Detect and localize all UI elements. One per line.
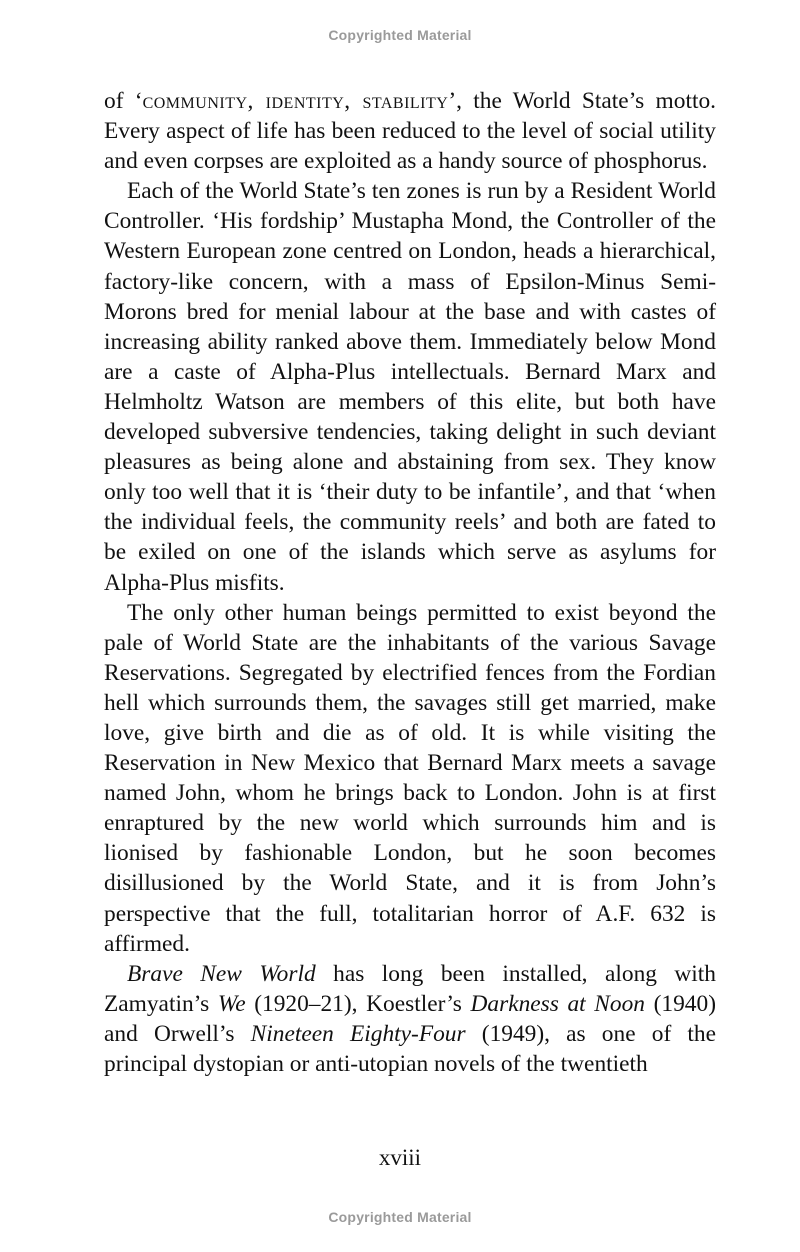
paragraph-4: [104, 959, 716, 1079]
page-body: [104, 86, 716, 1079]
title-darkness-at-noon: Darkness at Noon: [470, 990, 645, 1017]
paragraph-4-text-2: (1920–21), Koestler’s: [245, 990, 471, 1017]
paragraph-4-text-4: (1949), as one of the principal dystopian or anti-utopian novels of the twentieth: [104, 1020, 716, 1077]
copyright-watermark-bottom: Copyrighted Material: [328, 1209, 472, 1225]
paragraph-3: The only other human beings permitted to exist beyond the pale of World State are the inhabitants of the various Savage Reservations. Segregated by electrified fences from the Fordian hell which surrounds them, the savages still get married, make love, give birth and die as of old. It is while visiting the Reservation in New Mexico that Bernard Marx meets a savage named John, whom he brings back to London. John is at first enraptured by the new world which surrounds him and is lionised by fashionable London, but he soon becomes disillusioned by the World State, and it is from John’s perspective that the full, totalitarian horror of A.F. 632 is affirmed.: [104, 599, 716, 957]
motto-suffix: ’, the World State’s motto. Every aspect of life has been reduced to the level of social utility and even corpses are exploited as a handy source of phosphorus.: [104, 88, 716, 175]
title-nineteen-eighty-four: Nineteen Eighty-Four: [250, 1020, 466, 1047]
paragraph-2: Each of the World State’s ten zones is run by a Resident World Controller. ‘His fordship’ Mustapha Mond, the Controller of the Western European zone centred on London, heads a hierarchical, factory-like concern, with a mass of Epsilon-Minus Semi-Morons bred for menial labour at the base and with castes of increasing ability ranked above them. Immediately below Mond are a caste of Alpha-Plus intellectuals. Bernard Marx and Helmholtz Watson are members of this elite, but both have developed subversive tendencies, taking delight in such deviant pleasures as being alone and abstaining from sex. They know only too well that it is ‘their duty to be infantile’, and that ‘when the individual feels, the community reels’ and both are fated to be exiled on one of the islands which serve as asylums for Alpha-Plus misfits.: [104, 178, 716, 596]
copyright-watermark-top: Copyrighted Material: [328, 27, 472, 43]
motto-prefix: of ‘: [104, 88, 143, 114]
paragraph-4-text-3: (1940) and Orwell’s: [104, 990, 716, 1047]
page-number: xviii: [378, 1145, 422, 1170]
paragraph-4-text-1: has long been installed, along with Zamyatin’s: [104, 960, 716, 1017]
title-brave-new-world: Brave New World: [127, 960, 316, 987]
title-we: We: [217, 990, 246, 1017]
motto-small-caps: community, identity, stability: [142, 88, 449, 114]
paragraph-1: [104, 86, 716, 176]
